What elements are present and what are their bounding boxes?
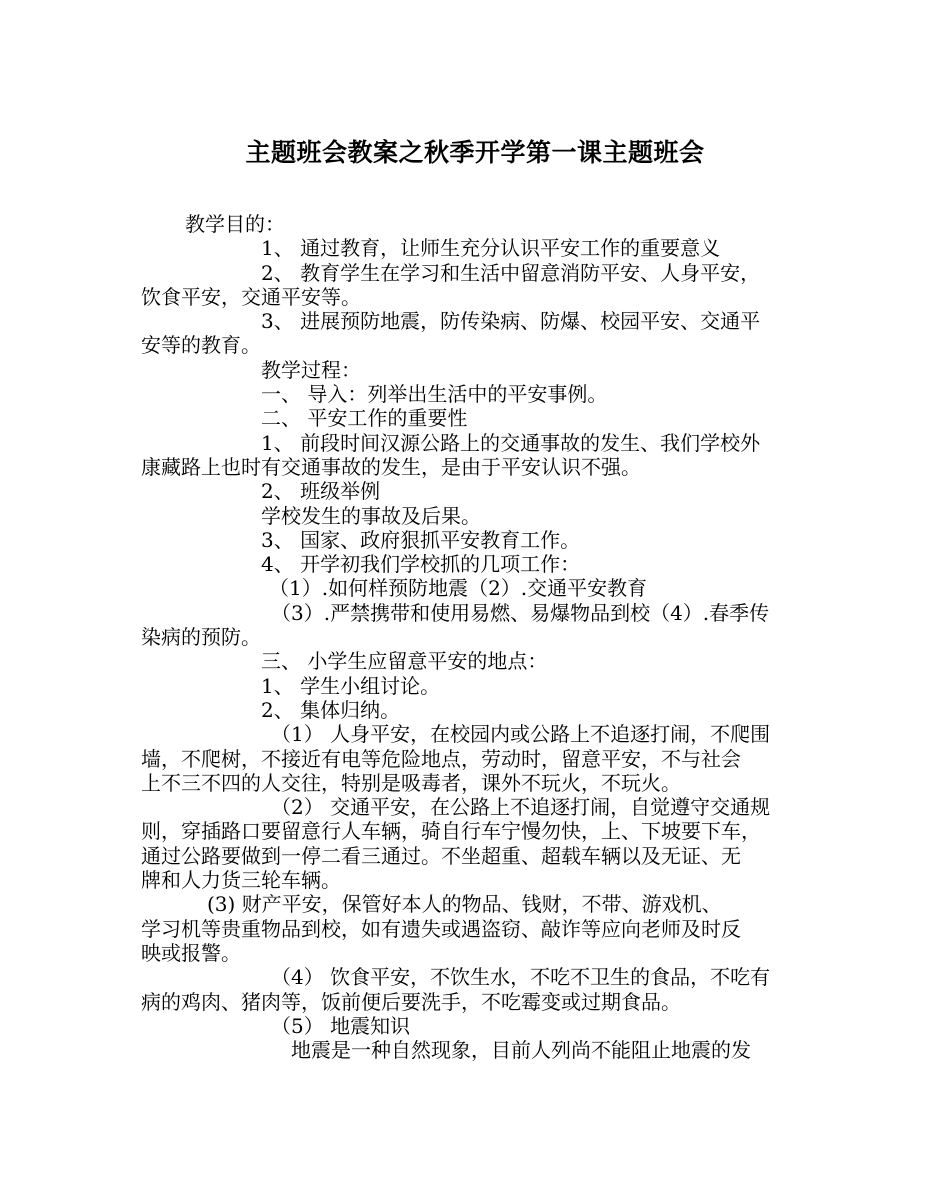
paragraph-line: 学校发生的事故及后果。 xyxy=(261,503,481,528)
paragraph-line: 2、 集体归纳。 xyxy=(261,697,401,722)
paragraph-line: 3、 国家、政府狠抓平安教育工作。 xyxy=(261,527,581,552)
paragraph-line: 2、 教育学生在学习和生活中留意消防平安、人身平安， xyxy=(261,260,761,285)
paragraph-line: 墙，不爬树，不接近有电等危险地点，劳动时，留意平安，不与社会 xyxy=(141,746,741,771)
paragraph-line: 教学目的： xyxy=(185,212,285,236)
paragraph-line: 1、 学生小组讨论。 xyxy=(261,673,441,698)
paragraph-line: 映或报警。 xyxy=(141,940,241,965)
paragraph-line: 通过公路要做到一停二看三通过。不坐超重、超载车辆以及无证、无 xyxy=(141,843,741,868)
paragraph-line: 1、 通过教育，让师生充分认识平安工作的重要意义 xyxy=(261,236,721,261)
paragraph-line: 饮食平安，交通平安等。 xyxy=(141,284,361,309)
paragraph-line: (3) 财产平安，保管好本人的物品、钱财，不带、游戏机、 xyxy=(207,892,722,917)
paragraph-line: （1） 人身平安，在校园内或公路上不追逐打闹，不爬围 xyxy=(271,722,771,747)
paragraph-line: （5） 地震知识 xyxy=(271,1013,411,1038)
paragraph-line: 牌和人力货三轮车辆。 xyxy=(141,868,341,893)
paragraph-line: 三、 小学生应留意平安的地点： xyxy=(261,649,548,674)
paragraph-line: 二、 平安工作的重要性 xyxy=(261,406,468,431)
paragraph-line: 学习机等贵重物品到校，如有遗失或遇盗窃、敲诈等应向老师及时反 xyxy=(141,916,741,941)
paragraph-line: 病的鸡肉、猪肉等，饭前便后要洗手，不吃霉变或过期食品。 xyxy=(141,989,681,1014)
paragraph-line: 地震是一种自然现象，目前人列尚不能阻止地震的发 xyxy=(291,1038,751,1063)
paragraph-line: 安等的教育。 xyxy=(141,333,261,358)
paragraph-line: 一、 导入：列举出生活中的平安事例。 xyxy=(261,382,608,407)
paragraph-line: （4） 饮食平安，不饮生水，不吃不卫生的食品，不吃有 xyxy=(271,965,771,990)
paragraph-line: 教学过程： xyxy=(261,357,361,382)
paragraph-line: 1、 前段时间汉源公路上的交通事故的发生、我们学校外 xyxy=(261,430,761,455)
paragraph-line: 3、 进展预防地震，防传染病、防爆、校园平安、交通平 xyxy=(261,309,761,334)
paragraph-line: （2） 交通平安，在公路上不追逐打闹，自觉遵守交通规 xyxy=(271,795,771,820)
paragraph-line: 则，穿插路口要留意行人车辆，骑自行车宁慢勿快，上、下坡要下车， xyxy=(141,819,761,844)
paragraph-line: （1）.如何样预防地震（2）.交通平安教育 xyxy=(269,576,648,601)
paragraph-line: 染病的预防。 xyxy=(141,625,261,650)
paragraph-line: 康藏路上也时有交通事故的发生，是由于平安认识不强。 xyxy=(141,454,641,479)
document-body xyxy=(141,212,813,1062)
paragraph-line: 上不三不四的人交往，特别是吸毒者，课外不玩火，不玩火。 xyxy=(141,770,681,795)
paragraph-line: （3）.严禁携带和使用易燃、易爆物品到校（4）.春季传 xyxy=(271,600,770,625)
document-title: 主题班会教案之秋季开学第一课主题班会 xyxy=(245,138,705,167)
paragraph-line: 4、 开学初我们学校抓的几项工作： xyxy=(261,552,581,577)
paragraph-line: 2、 班级举例 xyxy=(261,479,381,504)
